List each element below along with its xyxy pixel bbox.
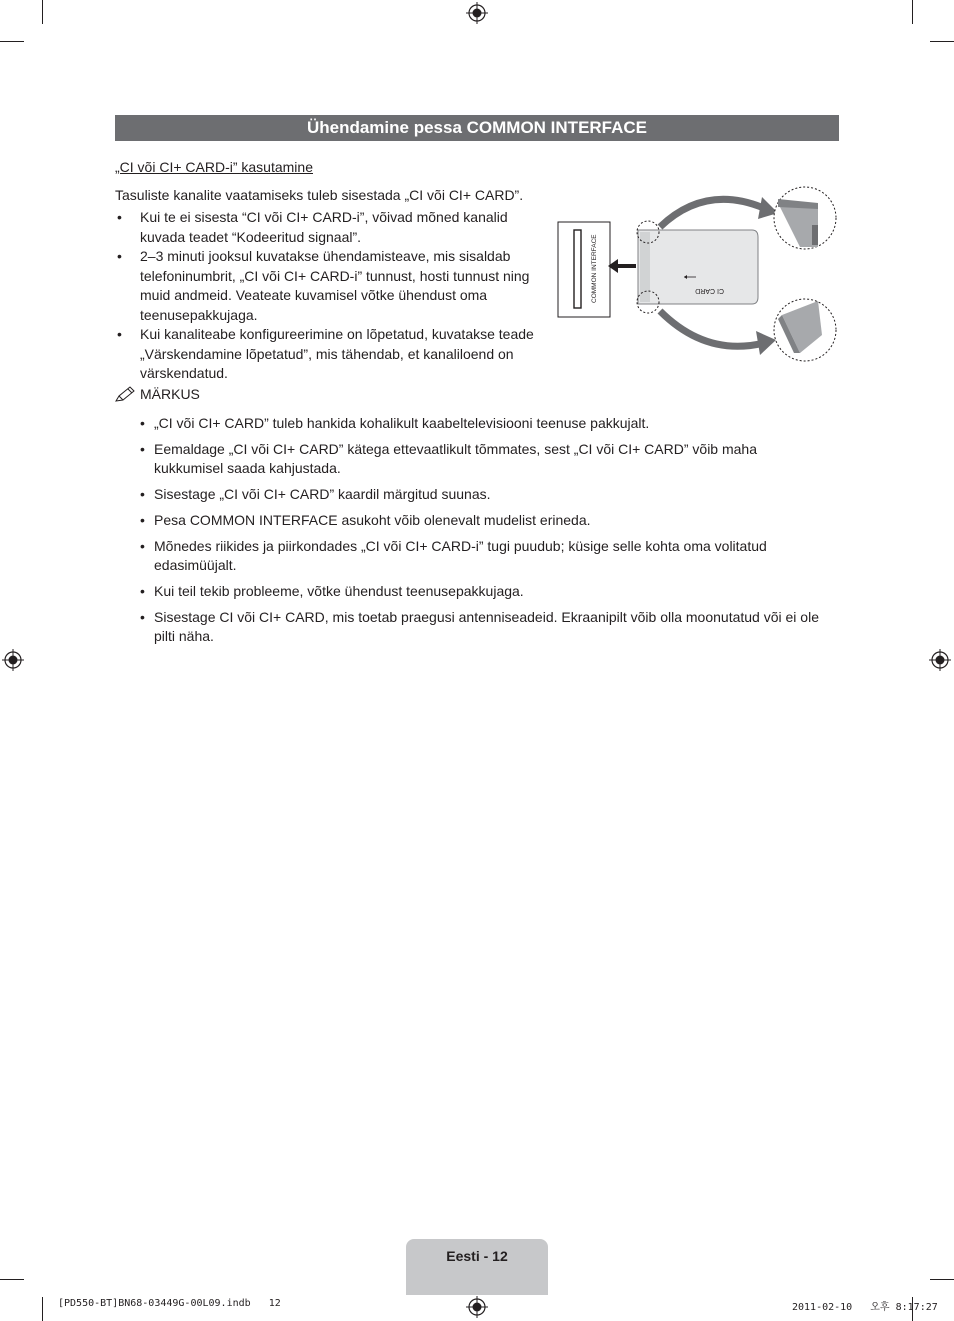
list-item: • Pesa COMMON INTERFACE asukoht võib olenevalt mudelist erineda.	[140, 512, 591, 528]
list-item: • Sisestage „CI või CI+ CARD” kaardil märgitud suunas.	[140, 486, 491, 502]
curved-arrow-icon	[660, 311, 764, 346]
registration-mark-icon	[466, 2, 488, 24]
registration-mark-icon	[466, 1296, 488, 1318]
card-label: CI CARD	[695, 287, 724, 294]
crop-mark	[912, 0, 913, 24]
bullet-dot: •	[117, 326, 122, 342]
list-item: • Eemaldage „CI või CI+ CARD” kätega ettevaatlikult tõmmates, sest „CI või CI+ CARD” võib maha kukkumisel saada kahjustada.	[140, 441, 757, 476]
crop-mark	[42, 1297, 43, 1321]
registration-mark-icon	[2, 649, 24, 671]
subheading: „CI või CI+ CARD-i” kasutamine	[115, 159, 313, 175]
intro-text: Tasuliste kanalite vaatamiseks tuleb sisestada „CI või CI+ CARD”.	[115, 187, 524, 203]
section-title: Ühendamine pessa COMMON INTERFACE	[115, 115, 839, 141]
pencil-note-icon	[115, 386, 135, 402]
crop-mark	[0, 41, 24, 42]
list-item: • 2–3 minuti jooksul kuvatakse ühendamisteave, mis sisaldab telefoninumbrit, „CI või CI+ CARD-i” tunnust, hosti tunnust ning muid andmeid. Veateate kuvamisel võtke ühendust oma teenusepakkujaga.	[117, 248, 530, 323]
print-timestamp: 2011-02-10 오후 8:17:27	[792, 1302, 938, 1313]
page-number-tab: Eesti - 12	[406, 1239, 548, 1295]
slot-panel	[558, 222, 610, 317]
list-item: • Kui teil tekib probleeme, võtke ühendust teenusepakkujaga.	[140, 583, 524, 599]
insert-arrow-icon	[608, 259, 636, 273]
list-item: • Kui te ei sisesta “CI või CI+ CARD-i”, võivad mõned kanalid kuvada teadet “Kodeeritud signaal”.	[117, 209, 508, 245]
list-item: • „CI või CI+ CARD” tuleb hankida kohalikult kaabeltelevisiooni teenuse pakkujalt.	[140, 415, 650, 431]
list-item: • Kui kanaliteabe konfigureerimine on lõpetatud, kuvatakse teade „Värskendamine lõpetatud”, mis tähendab, et kanaliloend on värskendatud.	[117, 326, 534, 381]
bullet-dot: •	[117, 209, 122, 225]
note-label: MÄRKUS	[140, 386, 200, 402]
bullet-dot: •	[117, 248, 122, 264]
interface-name: COMMON INTERFACE	[189, 512, 338, 528]
list-item: • Sisestage CI või CI+ CARD, mis toetab praegusi antenniseadeid. Ekraanipilt võib olla moonutatud või ei ole pilti näha.	[140, 609, 819, 644]
note-heading	[115, 386, 200, 402]
crop-mark	[0, 1279, 24, 1280]
crop-mark	[930, 41, 954, 42]
crop-mark	[930, 1279, 954, 1280]
note-list	[140, 414, 830, 653]
ci-card-illustration	[556, 185, 840, 367]
registration-mark-icon	[929, 649, 951, 671]
bullet-list	[115, 208, 540, 384]
slot-label: COMMON INTERFACE	[591, 234, 598, 303]
crop-mark	[42, 0, 43, 24]
curved-arrow-icon	[660, 199, 766, 227]
file-info: [PD550-BT]BN68-03449G-00L09.indb 12	[58, 1298, 281, 1309]
list-item: • Mõnedes riikides ja piirkondades „CI või CI+ CARD-i” tugi puudub; küsige selle kohta oma volitatud edasimüüjalt.	[140, 538, 767, 573]
